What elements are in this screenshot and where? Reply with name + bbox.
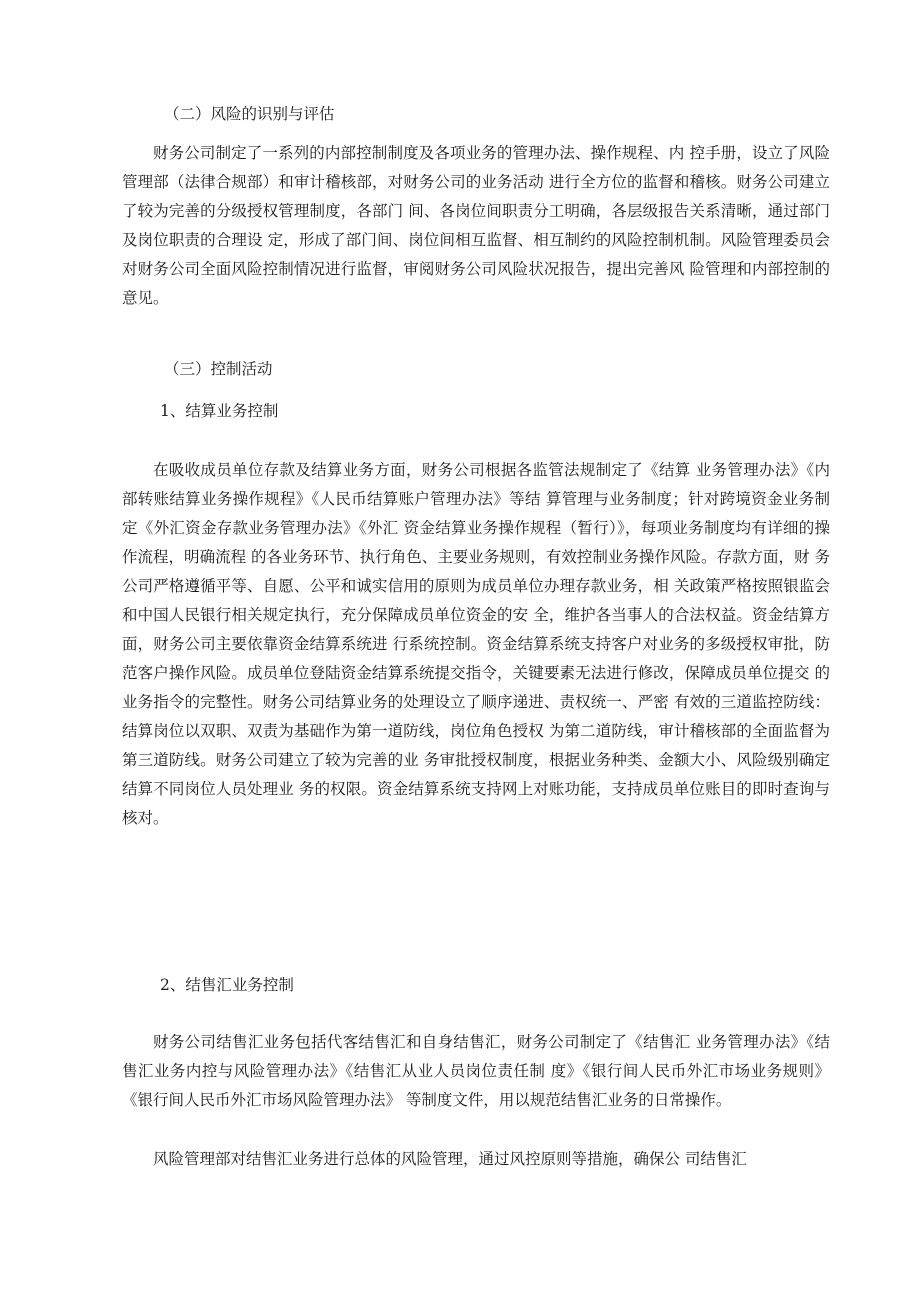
item-two-heading: 2、结售汇业务控制 [160, 976, 294, 994]
section-three-heading: （三）控制活动 [164, 360, 273, 378]
item-one-paragraph: 在吸收成员单位存款及结算业务方面，财务公司根据各监管法规制定了《结算 业务管理办法》《内部转账结算业务操作规程》《人民币结算账户管理办法》等结 算管理与业务制度；针对跨境资金业务制定《外汇资金存款业务管理办法》《外汇 资金结算业务操作规程（暂行）》，每项业务制度均有详细的操作流程，明确流程 的各业务环节、执行角色、主要业务规则，有效控制业务操作风险。存款方面，财 务公司严格遵循平等、自愿、公平和诚实信用的原则为成员单位办理存款业务，相 关政策严格按照银监会和中国人民银行相关规定执行，充分保障成员单位资金的安 全，维护各当事人的合法权益。资金结算方面，财务公司主要依靠资金结算系统进 行系统控制。资金结算系统支持客户对业务的多级授权审批，防范客户操作风险。成员单位登陆资金结算系统提交指令，关键要素无法进行修改，保障成员单位提交 的业务指令的完整性。财务公司结算业务的处理设立了顺序递进、责权统一、严密 有效的三道监控防线：结算岗位以双职、双责为基础作为第一道防线，岗位角色授权 为第二道防线，审计稽核部的全面监督为第三道防线。财务公司建立了较为完善的业 务审批授权制度，根据业务种类、金额大小、风险级别确定结算不同岗位人员处理业 务的权限。资金结算系统支持网上对账功能，支持成员单位账目的即时查询与核对。 [122, 461, 830, 827]
section-two-heading: （二）风险的识别与评估 [164, 105, 335, 123]
section-two-paragraph: 财务公司制定了一系列的内部控制制度及各项业务的管理办法、操作规程、内 控手册，设立了风险管理部（法律合规部）和审计稽核部，对财务公司的业务活动 进行全方位的监督和稽核。财务公司建立了较为完善的分级授权管理制度，各部门 间、各岗位间职责分工明确，各层级报告关系清晰，通过部门及岗位职责的合理设 定，形成了部门间、岗位间相互监督、相互制约的风险控制机制。风险管理委员会 对财务公司全面风险控制情况进行监督，审阅财务公司风险状况报告，提出完善风 险管理和内部控制的意见。 [122, 144, 830, 307]
item-two-paragraph-one: 财务公司结售汇业务包括代客结售汇和自身结售汇，财务公司制定了《结售汇 业务管理办法》《结售汇业务内控与风险管理办法》《结售汇从业人员岗位责任制 度》《银行间人民币外汇市场业务规则》《银行间人民币外汇市场风险管理办法》 等制度文件，用以规范结售汇业务的日常操作。 [122, 1033, 830, 1109]
item-two-paragraph-two: 风险管理部对结售汇业务进行总体的风险管理，通过风控原则等措施，确保公 司结售汇 [153, 1150, 747, 1168]
item-one-heading: 1、结算业务控制 [160, 402, 279, 420]
